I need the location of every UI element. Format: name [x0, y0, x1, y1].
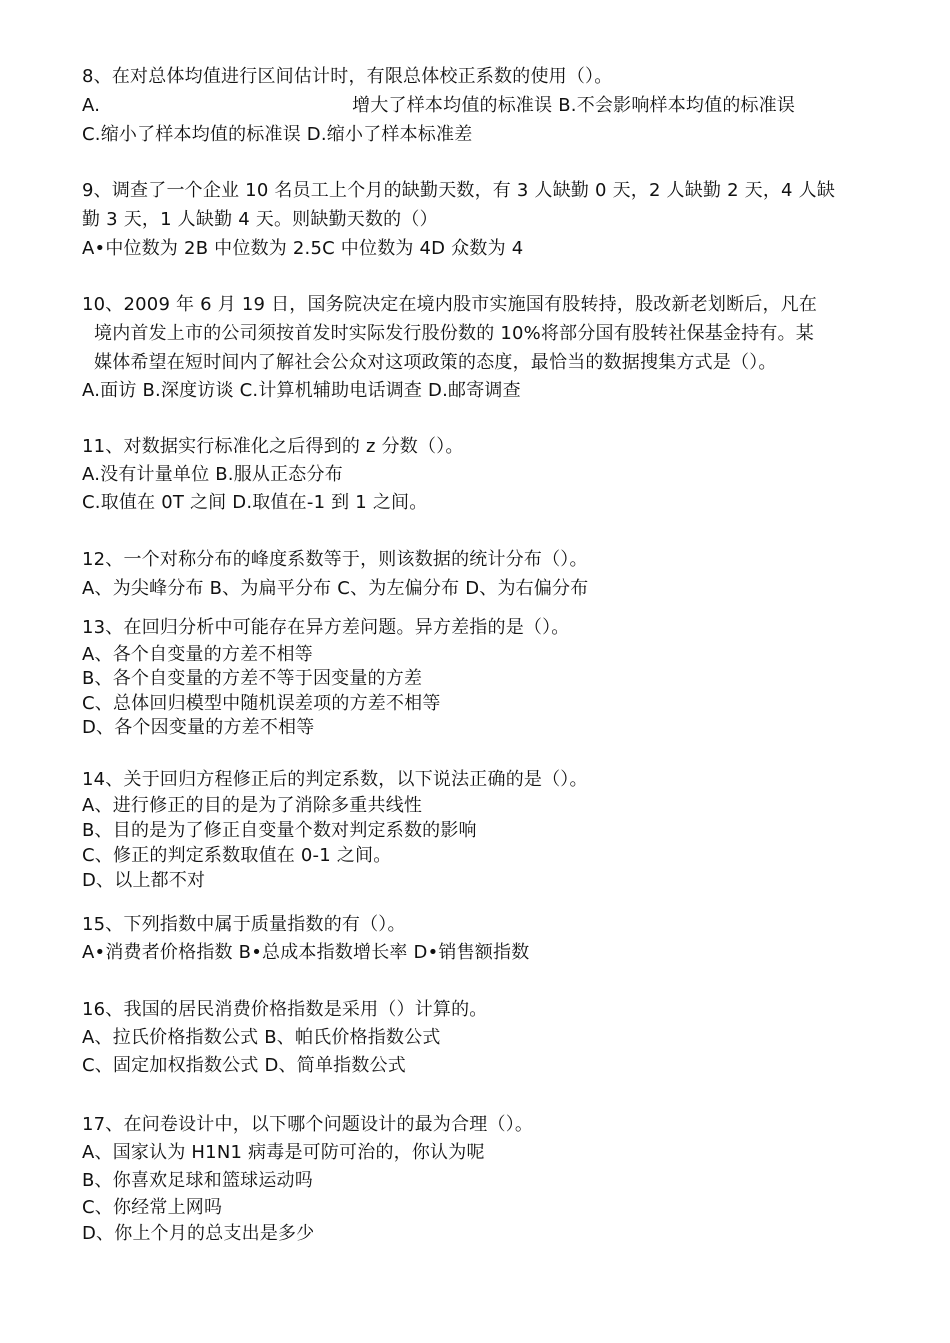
question-stem: 12、一个对称分布的峰度系数等于，则该数据的统计分布（）。 [82, 549, 588, 570]
option-a-prefix: A. [82, 95, 101, 116]
option-line: A.面访 B.深度访谈 C.计算机辅助电话调查 D.邮寄调查 [82, 380, 521, 401]
option-c: C、总体回归模型中随机误差项的方差不相等 [82, 693, 441, 714]
option-line: A•消费者价格指数 B•总成本指数增长率 D•销售额指数 [82, 942, 530, 963]
option-c: C、修正的判定系数取值在 0-1 之间。 [82, 845, 392, 866]
option-line [82, 95, 795, 117]
option-b: B、目的是为了修正自变量个数对判定系数的影响 [82, 820, 477, 841]
question-stem-cont: 境内首发上市的公司须按首发时实际发行股份数的 10%将部分国有股转社保基金持有。某 [94, 323, 814, 344]
question-stem: 13、在回归分析中可能存在异方差问题。异方差指的是（）。 [82, 617, 570, 638]
option-b: B、各个自变量的方差不等于因变量的方差 [82, 668, 423, 689]
question-stem: 16、我国的居民消费价格指数是采用（）计算的。 [82, 999, 488, 1020]
option-b: B、你喜欢足球和篮球运动吗 [82, 1170, 313, 1191]
option-line: A、拉氏价格指数公式 B、帕氏价格指数公式 [82, 1027, 441, 1048]
option-line: C、固定加权指数公式 D、简单指数公式 [82, 1055, 406, 1076]
question-stem: 10、2009 年 6 月 19 日，国务院决定在境内股市实施国有股转持，股改新老划断后，凡在 [82, 294, 818, 315]
option-a: A、各个自变量的方差不相等 [82, 644, 313, 665]
option-line: C.缩小了样本均值的标准误 D.缩小了样本标准差 [82, 124, 473, 145]
option-line: C.取值在 0T 之间 D.取值在-1 到 1 之间。 [82, 492, 428, 513]
question-stem: 15、下列指数中属于质量指数的有（）。 [82, 914, 406, 935]
option-line: A•中位数为 2B 中位数为 2.5C 中位数为 4D 众数为 4 [82, 238, 524, 259]
question-stem: 14、关于回归方程修正后的判定系数，以下说法正确的是（）。 [82, 769, 588, 790]
option-d: D、你上个月的总支出是多少 [82, 1223, 315, 1244]
question-stem: 9、调查了一个企业 10 名员工上个月的缺勤天数，有 3 人缺勤 0 天，2 人缺勤 2 天，4 人缺 [82, 180, 836, 201]
option-a: A、进行修正的目的是为了消除多重共线性 [82, 795, 423, 816]
option-line: A、为尖峰分布 B、为扁平分布 C、为左偏分布 D、为右偏分布 [82, 578, 589, 599]
option-a: A、国家认为 H1N1 病毒是可防可治的，你认为呢 [82, 1142, 485, 1163]
question-stem-cont: 媒体希望在短时间内了解社会公众对这项政策的态度，最恰当的数据搜集方式是（）。 [94, 352, 777, 373]
option-c: C、你经常上网吗 [82, 1197, 223, 1218]
option-line: A.没有计量单位 B.服从正态分布 [82, 464, 343, 485]
question-stem: 17、在问卷设计中，以下哪个问题设计的最为合理（）。 [82, 1114, 534, 1135]
option-d: D、各个因变量的方差不相等 [82, 717, 315, 738]
question-stem: 8、在对总体均值进行区间估计时，有限总体校正系数的使用（）。 [82, 66, 613, 87]
question-stem-cont: 勤 3 天，1 人缺勤 4 天。则缺勤天数的（） [82, 209, 438, 230]
option-a-rest: 增大了样本均值的标准误 B.不会影响样本均值的标准误 [352, 95, 796, 116]
option-d: D、以上都不对 [82, 870, 206, 891]
question-stem: 11、对数据实行标准化之后得到的 z 分数（）。 [82, 436, 464, 457]
